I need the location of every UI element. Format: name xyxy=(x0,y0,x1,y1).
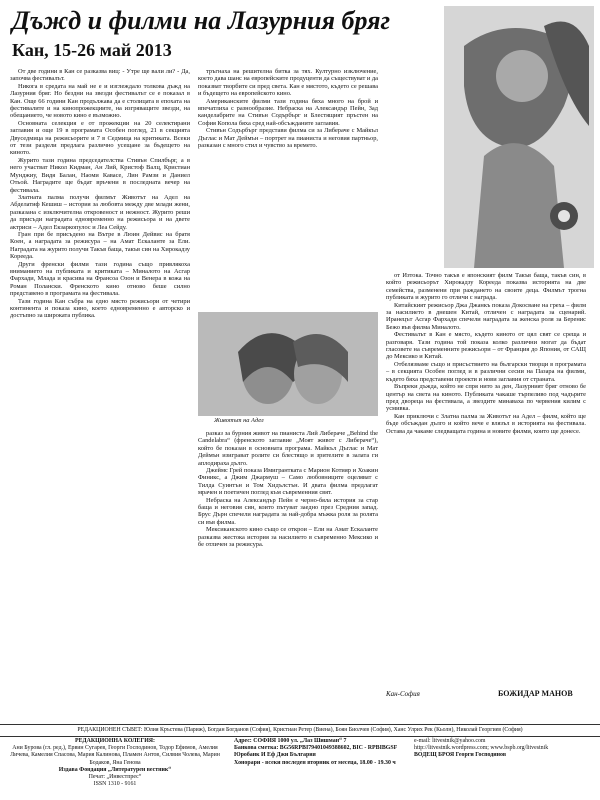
article-paragraph: тръгнаха на решителна битка за тях. Културно изключение, което дава шанс на европейските продуценти да съществуват и да показват творбите си пред света. Кан е мястото, където се решава и бъдещето на европейското кино. xyxy=(198,68,378,98)
article-paragraph: От две години в Кан се разказва виц: - Утре ще вали ли? - Да, започва фестивалът. xyxy=(10,68,190,83)
editorial-board-strip: РЕДАКЦИОНЕН СЪВЕТ: Юлия Кръстева (Париж), Богдан Богданов (София), Кристиан Ретер (Виена), Боян Биолчев (София), Ханс Улрих Рек (Кьолн), Николай Георгиев (София) xyxy=(0,724,600,737)
article-paragraph: Отбелязваме също и присъствието на български творци в програмата – в секцията Особен поглед и в различни сесии на Пазара на филми, където бяха представени проекти и нови заглавия от страната. xyxy=(386,360,586,383)
article-paragraph: Гран при бе присъдено на Вътре в Люин Дейвис на братя Коен, а наградата за режисура – на Амат Ескаланте за Ели. Наградата на журито получи Такъв баща, такъв син на Хирокадзу Корееда. xyxy=(10,230,190,261)
article-author: БОЖИДАР МАНОВ xyxy=(498,689,573,698)
article-paragraph: Тази година Кан събра на едно място режисьори от четири континента и показа кино, което едновременно е авторско и достъпно за широката публика. xyxy=(10,297,190,320)
article-column-2-lower xyxy=(198,430,378,723)
article-subhead: Кан, 15-26 май 2013 xyxy=(12,40,172,60)
footer-address-column xyxy=(234,738,404,767)
article-paragraph: от Изтока. Точно такъв е японският филм Такъв баща, такъв син, в който режисьорът Хирокадзу Корееда показва историята на две семейства, разменени при раждането на своите деца. Филмът трогна публиката и журито го отличи с награда. xyxy=(386,272,586,302)
bank-name: Юробанк И Еф Джи България xyxy=(234,752,316,759)
article-headline: Дъжд и филми на Лазурния бряг xyxy=(12,6,391,35)
article-column-1 xyxy=(10,68,190,723)
article-paragraph: Други френски филми тази година също привлякоха вниманието на публиката и критиката – Миналото на Асгар Фархади, Млада и красива на Франсоа Озон и Венера в кожа на Роман Полански. Френското кино отново беше силно представено в програмата на фестивала. xyxy=(10,260,190,298)
email-link[interactable]: e-mail: litvestnik@yahoo.com xyxy=(414,738,486,744)
website-link[interactable]: http://litvestnik.wordpress.com; www.bspb.org/litvestnik xyxy=(414,745,549,752)
photo-illustration xyxy=(198,312,378,416)
article-paragraph: Китайският режисьор Джа Джанкъ показа Докосване на греха – филм за насилието в днешен Китай, отличен с наградата за сценарий. Иранецът Асгар Фархади спечели наградата за женска роля за Беренис Бежо във филма Миналото. xyxy=(386,301,586,331)
article-paragraph: Небраска на Александър Пейн е черно-бяла история за стар баща и неговия син, които пътуват заедно през Средния запад. Брус Дърн спечели наградата за най-добра мъжка роля за ролята си във филма. xyxy=(198,496,378,526)
article-paragraph: Джеймс Грей показа Имигрантката с Марион Котияр и Хоакин Финикс, а Джим Джармуш – Само любовниците оцеляват с Тилда Суинтън и Том Хидълстън. И двата филма предлагат мрачен и поетичен поглед към съвременния свят. xyxy=(198,467,378,497)
article-place: Кан-София xyxy=(386,690,420,698)
footer-contact-column xyxy=(414,738,594,760)
issn: ISSN 1310 - 9161 xyxy=(93,781,137,788)
print-label: Печат: „Инвестпрес“ xyxy=(88,774,142,781)
publisher-label: Издава Фондация „Литературен вестник“ xyxy=(58,766,172,773)
article-paragraph: Фестивалът в Кан е място, където киното от цял свят се среща и разговаря. Тази година той показа колко различни могат да бъдат гласовете на съвременните режисьори – от Франция до Япония, от САЩ до Мексико и Китай. xyxy=(386,331,586,361)
photo-caption: Животът на Адел xyxy=(214,417,264,424)
payment-hours: Хонорари - всеки последен вторник от месеца, 18.00 - 19.30 ч xyxy=(234,759,396,766)
article-paragraph: Мексиканското кино също се открои – Ели на Амат Ескаланте разказва жестока история за насилието в съвременно Мексико и бе отличен за режисура. xyxy=(198,526,378,549)
festival-poster-photo xyxy=(444,6,594,268)
article-paragraph: Журито тази година председателства Стивън Спилбърг, а в него участват Никол Кидман, Ан Лий, Кристоф Валц, Кристиан Мунджиу, Видя Балан, Наоми Кавасе, Лин Рамзи и Даниел Отьой. Наградите ще бъдат връчени в последната вечер на фестивала. xyxy=(10,156,190,194)
article-paragraph: Кан приключи с Златна палма за Животът на Адел – филм, който ще бъде обсъждан дълго и който вече е влязъл в историята на фестивала. Остава да чакаме следващата година и новите филми, които ще донесе. xyxy=(386,412,586,435)
article-paragraph: Никога в средата на май не е и изглеждало толкова дъжд на Лазурния бряг. Но бездни на звезди фестивалът се е показал в Кан. Още 66 години Кан продължава да е столицата в епохата на фестивалите и на кинопрожекциите, на изгряващите звезди, на обещанието, че новото кино е възможно. xyxy=(10,82,190,120)
editorial-label: РЕДАКЦИОННА КОЛЕГИЯ: xyxy=(74,738,156,744)
article-paragraph: Американските филми тази година бяха много на брой и впечатлиха с разнообразие. Небраска на Александър Пейн, Зад канделабрите на Стивън Содърбърг и Блестящият пръстен на София Копола бяха сред най-обсъжданите заглавия. xyxy=(198,97,378,127)
address: Адрес: СОФИЯ 1000 ул. „Лаз Шишман“ 7 xyxy=(234,738,347,744)
article-paragraph: Златната палма получи филмът Животът на Адел на Абделатиф Кешиш – история за любовта между две млади жени, разказана с изключителна откровеност и нежност. Журито реши да присъди наградата едновременно на режисьора и на двете актриси – Адел Екзаркопулос и Леа Сейду. xyxy=(10,193,190,231)
article-column-3 xyxy=(386,272,586,676)
issue-editor: ВОДЕЩ БРОЯ Георги Господинов xyxy=(414,752,506,759)
footer-editorial-column xyxy=(10,738,220,788)
article-paragraph: Основната селекция е от прожекции на 20 селектирани заглавия и още 19 в програмата Особен поглед, 21 в секцията Двуседмица на режисьорите и 7 в Седмица на критиката. Всеки от тези раздели предлага различно усещане за бъдещето на киното. xyxy=(10,119,190,157)
article-paragraph: Въпреки дъжда, който не спря нито за ден, Лазурният бряг отново бе център на света на киното. Публиката чакаше търпеливо под чадърите пред двореца на фестивала, а звездите минаваха по червения килим с усмивка. xyxy=(386,383,586,413)
bank-account: Банкова сметка: BG56RPBI79401049388602, BIC - RPBIBGSF xyxy=(234,745,398,752)
article-column-2 xyxy=(198,68,378,308)
editorial-names: Ани Бурова (гл. ред.), Ервин Сугарев, Георги Господинов, Тодор Ефимов, Амелия Личева, Камелия Спасова, Мария Калинова, Пламен Антов, Силвия Чолева, Марин Бодаков, Яна Генова xyxy=(10,745,220,766)
article-paragraph: разказ за бурния живот на пианиста Лий Либераче „Behind the Candelabra“ (френското заглавие „Моят живот с Либераче“), който бе показан в основната програма. Майкъл Дъглас и Мат Деймън изиграват ролите си блестящо и зрителите в залата ги аплодираха дълго. xyxy=(198,430,378,467)
poster-illustration xyxy=(444,6,594,268)
article-photo xyxy=(198,312,378,416)
masthead-footer xyxy=(0,738,600,798)
article-paragraph: Стивън Содърбърг представи филма си за Либераче с Майкъл Дъглас и Мат Деймън – портрет на пианиста и неговия партньор, разказан с много стил и чувство за времето. xyxy=(198,127,378,150)
